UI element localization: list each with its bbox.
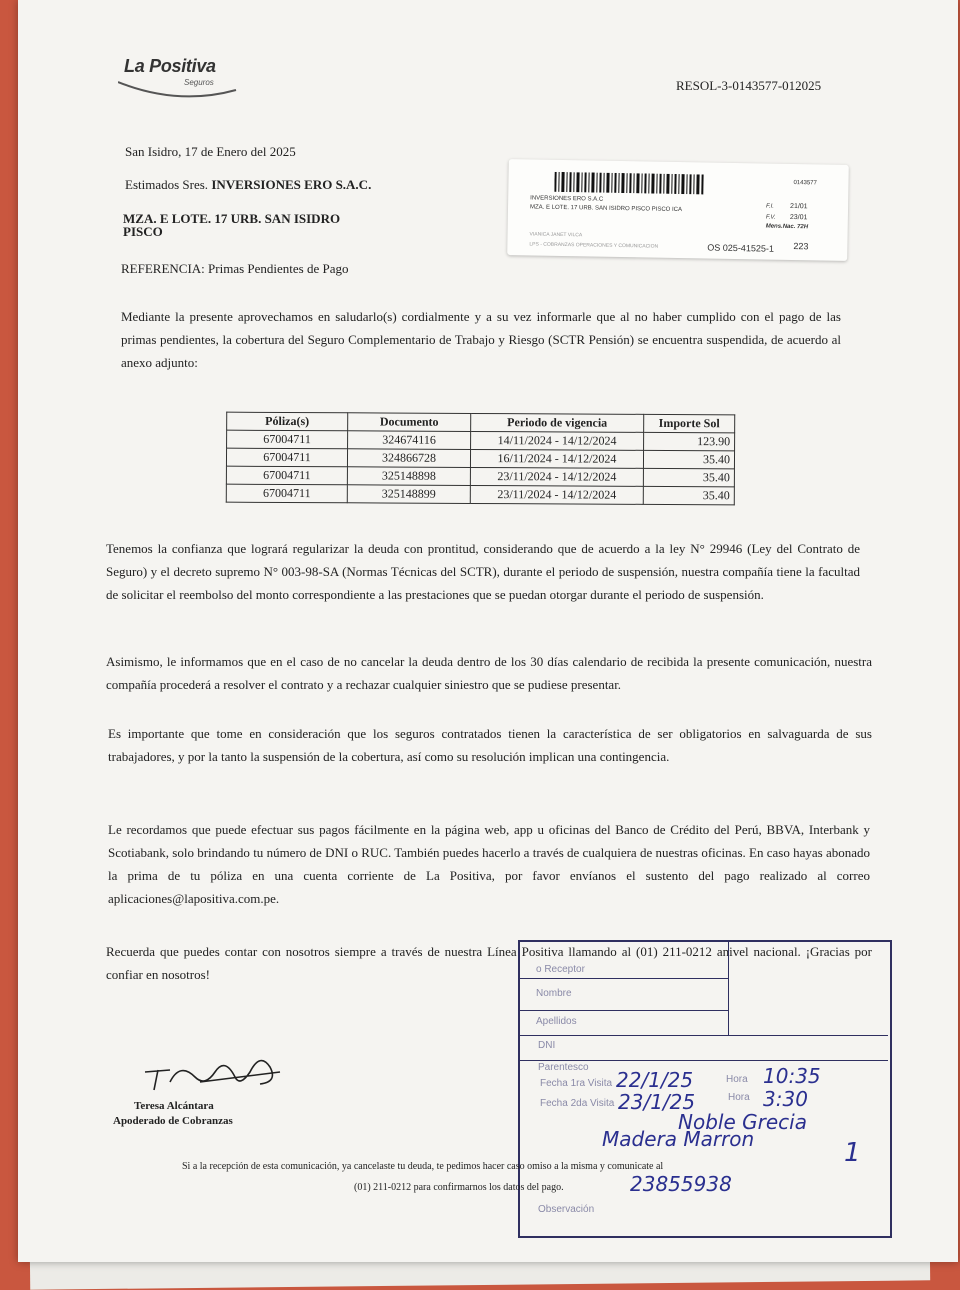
cell-periodo: 16/11/2024 - 14/12/2024 xyxy=(470,449,643,468)
label-code: 0143577 xyxy=(793,180,817,187)
logo-name: La Positiva xyxy=(124,56,216,76)
cell-documento: 325148899 xyxy=(347,485,470,504)
label-count: 223 xyxy=(793,241,809,252)
handwritten-time-1: 10:35 xyxy=(763,1064,821,1088)
addressee-line xyxy=(125,173,371,196)
paragraph-asimismo: Asimismo, le informamos que en el caso de no cancelar la deuda dentro de los 30 días calendario de recibida la presente comunicación, nuestra compañía procederá a resolver el contrato y a rechazar cualquier siniestro que se pudiese presentar. xyxy=(106,654,872,692)
label-fv: F.V. xyxy=(765,214,776,221)
signer-title: Apoderado de Cobranzas xyxy=(113,1115,233,1127)
handwritten-number: 23855938 xyxy=(630,1172,732,1196)
cell-importe: 123.90 xyxy=(644,432,735,450)
label-person: VIANICA JANET VILCA xyxy=(529,231,583,239)
label-fi-value: 21/01 xyxy=(790,202,808,211)
col-header-periodo: Periodo de vigencia xyxy=(471,413,644,432)
cell-periodo: 14/11/2024 - 14/12/2024 xyxy=(471,431,644,450)
company-name: INVERSIONES ERO S.A.C. xyxy=(211,177,372,192)
resolution-code: RESOL-3-0143577-012025 xyxy=(676,78,822,93)
handwritten-name-2: Madera Marron xyxy=(602,1127,755,1151)
intro-paragraph: Mediante la presente aprovechamos en saludarlo(s) cordialmente y a su vez informarle que al no haber cumplido con el pago de las primas pendientes, la cobertura del Seguro Complementario de Trabajo y Riesgo (SCTR Pensión) se encuentra suspendida, de acuerdo al anexo adjunto: xyxy=(121,309,841,370)
signature-icon xyxy=(140,1042,290,1097)
stamp-field-hora2: Hora xyxy=(728,1092,750,1103)
cell-importe: 35.40 xyxy=(643,450,734,468)
paragraph-importante: Es importante que tome en consideración que los seguros contratados tienen la característica de ser obligatorios en salvaguarda de sus trabajadores, y por la tanto la suspensión de la cobertura, así como su resolución implican una contingencia. xyxy=(108,726,872,764)
cell-documento: 325148898 xyxy=(347,467,470,486)
logo-sub: Seguros xyxy=(184,78,214,87)
greeting: Estimados Sres. xyxy=(125,177,209,192)
policies-table xyxy=(226,412,735,506)
signer-name: Teresa Alcántara xyxy=(134,1100,214,1112)
stamp-field-hora1: Hora xyxy=(726,1074,748,1085)
table-row xyxy=(226,484,734,505)
col-header-importe: Importe Sol xyxy=(644,414,735,432)
stamp-line xyxy=(518,1035,888,1036)
stamp-field-visita1: Fecha 1ra Visita xyxy=(540,1078,613,1089)
courier-label xyxy=(507,159,849,261)
stamp-line xyxy=(728,940,729,1035)
stamp-field-receptor: o Receptor xyxy=(536,964,585,975)
address-line-2: PISCO xyxy=(123,224,163,239)
logo-swoosh-icon xyxy=(118,76,238,102)
cell-importe: 35.40 xyxy=(643,486,734,504)
cell-poliza: 67004711 xyxy=(227,430,348,449)
cell-poliza: 67004711 xyxy=(226,448,347,467)
label-dept: LPS - COBRANZAS OPERACIONES Y COMUNICACION xyxy=(529,241,659,250)
cell-importe: 35.40 xyxy=(643,468,734,486)
paragraph-linea-positiva: Recuerda que puedes contar con nosotros siempre a través de nuestra Línea Positiva llamando al (01) 211-0212 anivel nacional. ¡Gracias por confiar en nosotros! xyxy=(106,944,872,982)
handwritten-name-1: Noble Grecia xyxy=(678,1110,807,1134)
date-line: San Isidro, 17 de Enero del 2025 xyxy=(125,144,296,159)
la-positiva-logo xyxy=(124,56,216,87)
cell-poliza: 67004711 xyxy=(226,466,347,485)
stamp-field-nombre: Nombre xyxy=(536,988,572,999)
col-header-poliza: Póliza(s) xyxy=(227,412,348,431)
label-address: MZA. E LOTE. 17 URB. SAN ISIDRO PISCO PISCO ICA xyxy=(529,204,683,214)
stamp-line xyxy=(518,1010,728,1011)
barcode-icon xyxy=(554,172,704,195)
footer-line-2: (01) 211-0212 para confirmarnos los datos del pago. xyxy=(354,1182,564,1193)
label-name: INVERSIONES ERO S.A.C xyxy=(530,195,604,203)
stamp-field-obs: Observación xyxy=(538,1204,595,1215)
col-header-documento: Documento xyxy=(348,413,471,432)
letter-page xyxy=(18,0,958,1262)
label-fv-value: 23/01 xyxy=(789,213,808,222)
label-service: Mens.Nac. 72H xyxy=(765,223,809,231)
cell-periodo: 23/11/2024 - 14/12/2024 xyxy=(470,485,643,504)
label-os: OS 025-41525-1 xyxy=(707,242,774,254)
reference-line: REFERENCIA: Primas Pendientes de Pago xyxy=(121,261,349,276)
handwritten-mark: 1 xyxy=(844,1138,861,1168)
footer-line-1: Si a la recepción de esta comunicación, ya cancelaste tu deuda, te pedimos hacer caso omiso a la misma y comunicate al xyxy=(182,1161,664,1172)
paragraph-pagos: Le recordamos que puede efectuar sus pagos fácilmente en la página web, app u oficinas del Banco de Crédito del Perú, BBVA, Interbank y Scotiabank, solo brindando tu número de DNI o RUC. También puedes hacerlo a través de cualquiera de nuestras oficinas. En caso hayas abonado la prima de tu póliza en una cuenta corriente de La Positiva, por favor envíanos el sustento del pago realizado al correo aplicaciones@lapositiva.com.pe. xyxy=(108,822,870,906)
stamp-line xyxy=(518,1060,888,1061)
address-line-1: MZA. E LOTE. 17 URB. SAN ISIDRO xyxy=(123,211,341,226)
cell-periodo: 23/11/2024 - 14/12/2024 xyxy=(470,467,643,486)
cell-documento: 324866728 xyxy=(347,449,470,468)
stamp-field-visita2: Fecha 2da Visita xyxy=(540,1098,615,1109)
handwritten-time-2: 3:30 xyxy=(763,1087,808,1111)
stamp-field-parentesco: Parentesco xyxy=(538,1062,589,1073)
label-fi: F.I. xyxy=(766,203,775,210)
handwritten-date-1: 22/1/25 xyxy=(616,1068,694,1092)
cell-documento: 324674116 xyxy=(348,431,471,450)
handwritten-date-2: 23/1/25 xyxy=(618,1090,696,1114)
stamp-field-apellidos: Apellidos xyxy=(536,1016,577,1027)
paragraph-ley: Tenemos la confianza que logrará regularizar la deuda con prontitud, considerando que de acuerdo a la ley N° 29946 (Ley del Contrato de Seguro) y el decreto supremo N° 003-98-SA (Normas Técnicas del SCTR), durante el periodo de suspensión, nuestra compañía tiene la facultad de solicitar el reembolso del monto correspondiente a las prestaciones que se puedan otorgar durante el periodo de suspensión. xyxy=(106,541,860,602)
cell-poliza: 67004711 xyxy=(226,484,347,503)
stamp-line xyxy=(518,978,728,979)
stamp-field-dni: DNI xyxy=(538,1040,556,1051)
